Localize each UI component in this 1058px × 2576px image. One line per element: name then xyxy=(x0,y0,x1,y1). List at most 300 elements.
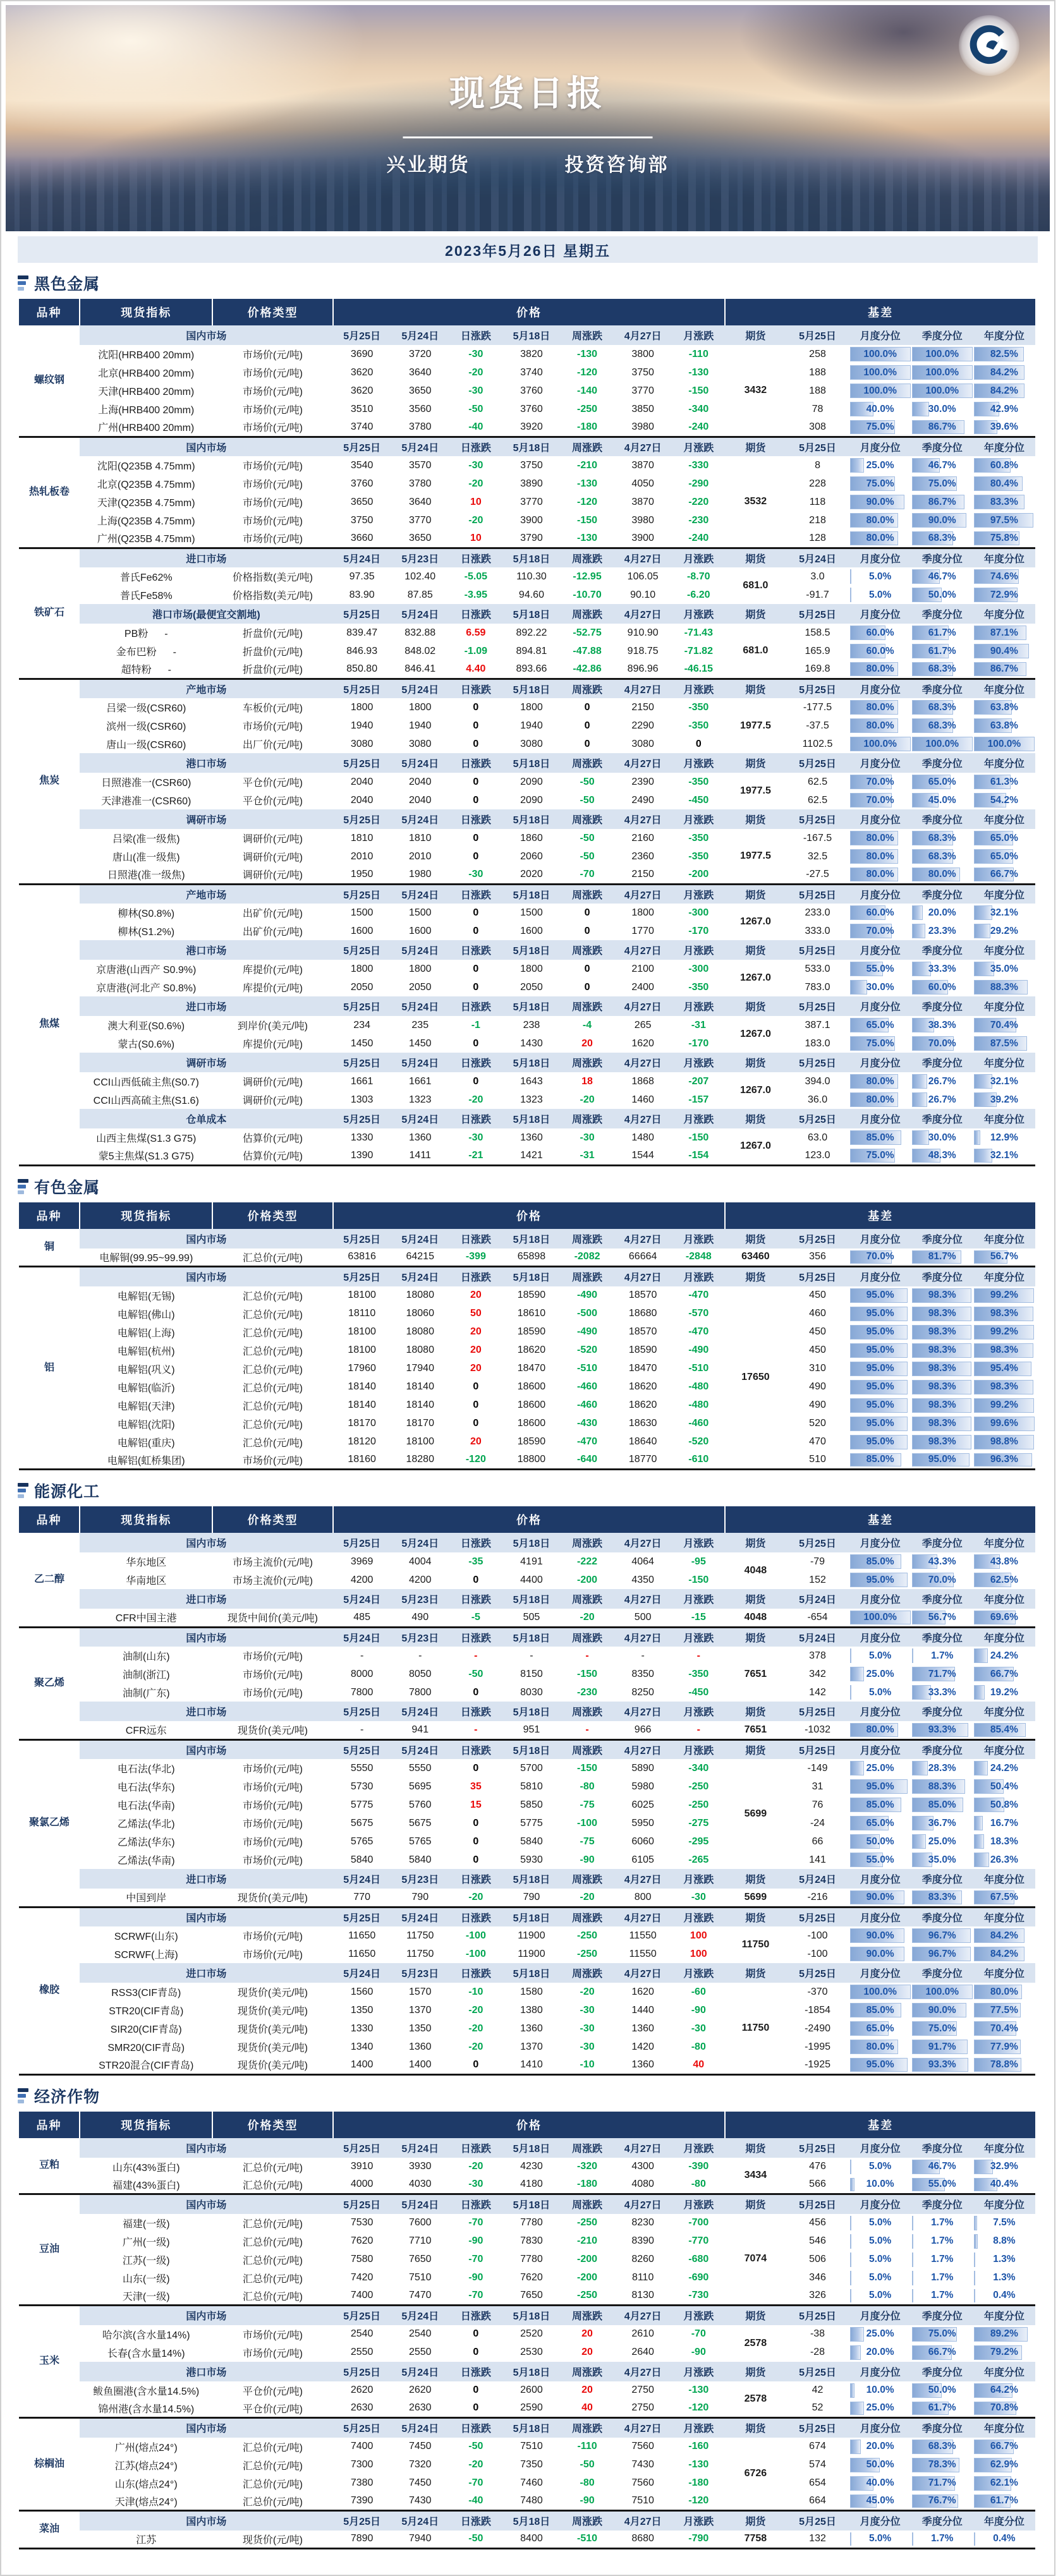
change-cell: -50 xyxy=(449,1665,502,1683)
change-cell: 0 xyxy=(561,717,614,735)
price-cell: 4200 xyxy=(391,1571,449,1589)
change-cell: -30 xyxy=(449,345,502,363)
table-row xyxy=(19,1415,1035,1433)
change-cell: 0 xyxy=(449,791,502,809)
table-row xyxy=(19,2251,1035,2269)
price-cell: 800 xyxy=(614,1889,672,1907)
indicator-cell xyxy=(80,1128,212,1147)
change-cell: -480 xyxy=(672,1378,725,1396)
percentile-cell xyxy=(973,2456,1035,2474)
percentile-value: 77.9% xyxy=(990,2041,1018,2052)
percentile-bar xyxy=(850,2160,852,2174)
percentile-value: 100.0% xyxy=(925,1986,959,1997)
subheader-col-label: 月涨跌 xyxy=(672,940,725,960)
percentile-cell xyxy=(849,2232,911,2251)
percentile-value: 61.7% xyxy=(990,2495,1018,2506)
price-cell: 8030 xyxy=(502,1683,561,1702)
percentile-cell xyxy=(911,2287,973,2306)
price-type-cell: 市场价(元/吨) xyxy=(212,1759,332,1777)
price-type-cell: 出矿价(元/吨) xyxy=(212,922,332,940)
indicator-cell xyxy=(80,2343,212,2362)
price-type-cell: 市场价(元/吨) xyxy=(212,2343,332,2362)
percentile-value: 26.7% xyxy=(928,1094,956,1105)
price-cell: 3969 xyxy=(333,1552,391,1571)
percentile-cell xyxy=(911,2531,973,2549)
subheader-col-label: 季度分位 xyxy=(911,437,973,456)
change-cell: 0 xyxy=(449,1415,502,1433)
indicator-cell xyxy=(80,1396,212,1415)
price-cell: 1500 xyxy=(502,904,561,922)
price-cell: 850.80 xyxy=(333,660,391,679)
subheader-col-label: 年度分位 xyxy=(973,1589,1035,1609)
subheader-col-label: 4月27日 xyxy=(614,753,672,773)
table-row xyxy=(19,1889,1035,1907)
indicator-name: 金布巴粉 xyxy=(116,647,157,658)
percentile-value: 96.7% xyxy=(928,1930,956,1941)
change-cell: -4 xyxy=(561,1016,614,1034)
basis-cell: 510 xyxy=(786,1451,849,1470)
change-cell: -200 xyxy=(561,2269,614,2287)
change-cell: -46.15 xyxy=(672,660,725,679)
subheader-col-label: 季度分位 xyxy=(911,679,973,698)
percentile-value: 20.0% xyxy=(928,907,956,918)
percentile-cell xyxy=(849,922,911,940)
price-cell: 3900 xyxy=(502,511,561,529)
percentile-value: 100.0% xyxy=(863,385,897,396)
subheader-col-label: 5月25日 xyxy=(786,437,849,456)
price-type-cell: 库提价(元/吨) xyxy=(212,1034,332,1053)
subheader-col-label: 5月24日 xyxy=(391,2306,449,2325)
percentile-value: 8.8% xyxy=(993,2235,1016,2246)
percentile-cell xyxy=(911,1034,973,1053)
subheader-col-label: 5月25日 xyxy=(786,1109,849,1128)
price-cell: 17960 xyxy=(333,1360,391,1378)
basis-cell: 1102.5 xyxy=(786,735,849,753)
percentile-bar xyxy=(974,2271,975,2285)
market-subheader-row xyxy=(19,940,1035,960)
indicator-cell xyxy=(80,511,212,529)
price-cell: 11650 xyxy=(333,1926,391,1945)
price-cell: 1480 xyxy=(614,1128,672,1147)
department-line xyxy=(6,149,1050,177)
price-cell: 2060 xyxy=(502,847,561,866)
percentile-value: 35.0% xyxy=(990,963,1018,974)
percentile-value: 65.0% xyxy=(866,1817,894,1829)
change-cell: -340 xyxy=(672,400,725,418)
percentile-cell xyxy=(973,960,1035,978)
price-cell: 5760 xyxy=(391,1796,449,1814)
table-row xyxy=(19,1147,1035,1165)
price-cell: 2520 xyxy=(502,2325,561,2343)
percentile-value: 70.4% xyxy=(990,1019,1018,1031)
futures-cell: 4048 xyxy=(725,1609,786,1627)
subheader-col-label: 周涨跌 xyxy=(561,604,614,624)
subheader-col-label: 月涨跌 xyxy=(672,437,725,456)
change-cell: 0 xyxy=(561,735,614,753)
percentile-bar xyxy=(912,2271,913,2285)
market-subheader-row xyxy=(19,1053,1035,1072)
price-type-cell: 平仓价(元/吨) xyxy=(212,791,332,809)
percentile-bar xyxy=(912,1834,927,1849)
change-cell: -250 xyxy=(561,2214,614,2232)
basis-cell: 346 xyxy=(786,2269,849,2287)
change-cell: -2082 xyxy=(561,1249,614,1267)
price-cell: 1810 xyxy=(391,829,449,847)
percentile-value: 16.7% xyxy=(990,1817,1018,1829)
percentile-value: 98.3% xyxy=(928,1400,956,1410)
price-type-cell: 汇总价(元/吨) xyxy=(212,1305,332,1323)
subheader-col-label: 月度分位 xyxy=(849,753,911,773)
indicator-name: 福建(43%蛋白) xyxy=(112,2180,180,2191)
percentile-cell xyxy=(849,400,911,418)
price-cell: 18140 xyxy=(391,1378,449,1396)
price-type-cell: 折盘价(元/吨) xyxy=(212,660,332,679)
percentile-value: 42.9% xyxy=(990,403,1018,414)
table-row xyxy=(19,1034,1035,1053)
subheader-col-label: 5月25日 xyxy=(333,884,391,904)
price-type-cell: 市场价(元/吨) xyxy=(212,363,332,382)
price-cell: 2390 xyxy=(614,773,672,791)
price-cell: 1544 xyxy=(614,1147,672,1165)
price-cell: 1560 xyxy=(333,1983,391,2001)
percentile-value: 95.0% xyxy=(866,1400,894,1410)
change-cell: -50 xyxy=(561,773,614,791)
percentile-cell xyxy=(973,2019,1035,2038)
percentile-cell xyxy=(911,1851,973,1869)
subheader-col-label: 4月27日 xyxy=(614,2362,672,2381)
price-cell: 2640 xyxy=(614,2343,672,2362)
percentile-cell xyxy=(973,2493,1035,2511)
indicator-name: 沈阳(Q235B 4.75mm) xyxy=(97,461,195,472)
change-cell: -20 xyxy=(449,363,502,382)
banner-photo xyxy=(6,5,1050,231)
change-cell: -275 xyxy=(672,1814,725,1832)
basis-cell: -38 xyxy=(786,2325,849,2343)
subheader-col-label: 月涨跌 xyxy=(672,2511,725,2531)
price-type-cell: 市场价(元/吨) xyxy=(212,1647,332,1665)
percentile-value: 75.0% xyxy=(928,478,956,489)
basis-cell: 63.0 xyxy=(786,1128,849,1147)
percentile-bar xyxy=(912,2252,913,2267)
percentile-value: 45.0% xyxy=(866,2495,894,2506)
subheader-col-label: 月度分位 xyxy=(849,1702,911,1721)
percentile-cell xyxy=(973,1286,1035,1305)
percentile-cell xyxy=(911,735,973,753)
price-type-cell: 价格指数(美元/吨) xyxy=(212,586,332,604)
price-cell: 5775 xyxy=(333,1796,391,1814)
futures-cell: 11750 xyxy=(725,1926,786,1963)
change-cell: -680 xyxy=(672,2251,725,2269)
percentile-value: 1.7% xyxy=(931,2290,954,2301)
price-cell: 90.10 xyxy=(614,586,672,604)
percentile-bar xyxy=(912,1761,928,1775)
market-label: 国内市场 xyxy=(80,2418,332,2438)
percentile-value: 90.0% xyxy=(866,496,894,507)
percentile-value: 88.3% xyxy=(990,981,1018,993)
percentile-cell xyxy=(911,1249,973,1267)
percentile-bar xyxy=(974,1834,984,1849)
percentile-value: 80.0% xyxy=(866,720,894,731)
price-type-cell: 市场价(元/吨) xyxy=(212,400,332,418)
futures-cell: 2578 xyxy=(725,2381,786,2418)
price-cell: 3780 xyxy=(391,475,449,493)
percentile-cell xyxy=(973,829,1035,847)
price-cell: 790 xyxy=(502,1889,561,1907)
table-row xyxy=(19,418,1035,437)
subheader-col-label: 季度分位 xyxy=(911,548,973,567)
price-cell: 3740 xyxy=(502,363,561,382)
subheader-col-label: 5月25日 xyxy=(333,1907,391,1926)
change-cell: -790 xyxy=(672,2531,725,2549)
basis-cell: 141 xyxy=(786,1851,849,1869)
subheader-col-label: 年度分位 xyxy=(973,437,1035,456)
price-cell: 18140 xyxy=(333,1396,391,1415)
percentile-cell xyxy=(911,1832,973,1851)
subheader-col-label: 月度分位 xyxy=(849,2511,911,2531)
percentile-value: 84.2% xyxy=(990,1930,1018,1941)
market-label: 进口市场 xyxy=(80,1702,332,1721)
table-row xyxy=(19,567,1035,586)
basis-cell: 31 xyxy=(786,1777,849,1796)
subheader-col-label: 季度分位 xyxy=(911,1627,973,1647)
percentile-value: 80.0% xyxy=(928,868,956,880)
percentile-cell xyxy=(849,1851,911,1869)
percentile-cell xyxy=(849,2251,911,2269)
subheader-col-label: 月度分位 xyxy=(849,809,911,829)
percentile-cell xyxy=(973,698,1035,717)
price-cell: 11550 xyxy=(614,1945,672,1963)
indicator-cell xyxy=(80,1072,212,1091)
percentile-value: 82.5% xyxy=(990,348,1018,360)
indicator-cell xyxy=(80,2400,212,2418)
price-cell: 3650 xyxy=(391,529,449,548)
variety-cell: 热轧板卷 xyxy=(19,437,80,548)
percentile-bar xyxy=(850,980,867,995)
indicator-cell xyxy=(80,1286,212,1305)
percentile-value: 26.3% xyxy=(990,1854,1018,1865)
subheader-col-label: 5月23日 xyxy=(391,1869,449,1889)
percentile-bar xyxy=(850,2289,852,2303)
change-cell: -180 xyxy=(561,2176,614,2194)
indicator-name: 上海(Q235B 4.75mm) xyxy=(97,516,195,527)
price-cell: 3800 xyxy=(614,345,672,363)
indicator-name: 柳林(S0.8%) xyxy=(118,909,175,919)
basis-cell: 66 xyxy=(786,1832,849,1851)
change-cell: -490 xyxy=(561,1323,614,1341)
change-cell: -450 xyxy=(672,791,725,809)
indicator-cell xyxy=(80,2056,212,2074)
price-cell: 3980 xyxy=(614,418,672,437)
percentile-bar xyxy=(850,2271,852,2285)
table-row xyxy=(19,2400,1035,2418)
futures-cell: 1267.0 xyxy=(725,1016,786,1053)
indicator-cell xyxy=(80,1926,212,1945)
change-cell: -200 xyxy=(561,2251,614,2269)
indicator-cell xyxy=(80,1665,212,1683)
price-cell: 3870 xyxy=(614,456,672,475)
change-cell: -690 xyxy=(672,2269,725,2287)
percentile-bar xyxy=(912,2216,913,2230)
percentile-cell xyxy=(973,2158,1035,2176)
percentile-cell xyxy=(911,1945,973,1963)
subheader-col-label: 4月27日 xyxy=(614,1589,672,1609)
subheader-col-label: 5月25日 xyxy=(333,2362,391,2381)
price-cell: 18100 xyxy=(333,1286,391,1305)
change-cell: -20 xyxy=(449,511,502,529)
percentile-value: 75.0% xyxy=(928,2328,956,2339)
basis-cell: 158.5 xyxy=(786,624,849,642)
indicator-cell xyxy=(80,904,212,922)
subheader-col-label: 月涨跌 xyxy=(672,1869,725,1889)
change-cell: -90 xyxy=(672,2343,725,2362)
price-type-cell: 现货价(美元/吨) xyxy=(212,2001,332,2019)
indicator-name: 华东地区 xyxy=(126,1557,167,1568)
subheader-col-label: 4月27日 xyxy=(614,2306,672,2325)
market-label: 进口市场 xyxy=(80,1589,332,1609)
change-cell: 0 xyxy=(561,904,614,922)
percentile-bar xyxy=(850,2440,861,2454)
percentile-value: 1.7% xyxy=(931,2533,954,2544)
indicator-cell xyxy=(80,1777,212,1796)
change-cell: 20 xyxy=(561,2325,614,2343)
change-cell: -200 xyxy=(672,866,725,884)
subheader-col-label: 5月24日 xyxy=(786,548,849,567)
indicator-name: 日照港准一(CSR60) xyxy=(101,778,192,789)
price-type-cell: 市场主流价(元/吨) xyxy=(212,1571,332,1589)
price-cell: 2090 xyxy=(502,773,561,791)
price-cell: 3560 xyxy=(391,400,449,418)
price-type-cell: 市场价(元/吨) xyxy=(212,418,332,437)
subheader-col-label: 5月23日 xyxy=(391,548,449,567)
market-label: 国内市场 xyxy=(80,2511,332,2531)
table-row xyxy=(19,1983,1035,2001)
price-cell: 11750 xyxy=(391,1926,449,1945)
price-cell: 7800 xyxy=(333,1683,391,1702)
basis-cell: -1995 xyxy=(786,2038,849,2056)
percentile-cell xyxy=(911,1609,973,1627)
basis-cell: 378 xyxy=(786,1647,849,1665)
price-cell: 8000 xyxy=(333,1665,391,1683)
price-cell: 18640 xyxy=(614,1433,672,1451)
market-label: 国内市场 xyxy=(80,325,332,345)
indicator-cell xyxy=(80,382,212,400)
col-price-group-header: 价格 xyxy=(333,1506,726,1533)
subheader-col-label: 期货 xyxy=(725,1533,786,1552)
change-cell: -160 xyxy=(672,2438,725,2456)
change-cell: 15 xyxy=(449,1796,502,1814)
change-cell: -30 xyxy=(561,1128,614,1147)
percentile-value: 77.5% xyxy=(990,2004,1018,2016)
price-cell: 5730 xyxy=(333,1777,391,1796)
subheader-col-label: 5月24日 xyxy=(391,1907,449,1926)
price-cell: 2040 xyxy=(333,773,391,791)
subheader-col-label: 5月25日 xyxy=(333,604,391,624)
change-cell: -110 xyxy=(672,345,725,363)
market-label: 产地市场 xyxy=(80,884,332,904)
percentile-value: 75.0% xyxy=(866,421,894,432)
percentile-value: 61.3% xyxy=(990,776,1018,787)
percentile-value: 5.0% xyxy=(868,2272,892,2283)
percentile-cell xyxy=(973,2269,1035,2287)
futures-cell: 681.0 xyxy=(725,624,786,679)
percentile-cell xyxy=(911,1396,973,1415)
bullet-bar xyxy=(18,2100,24,2103)
percentile-value: 95.0% xyxy=(866,1345,894,1355)
percentile-value: 95.0% xyxy=(866,1574,894,1585)
change-cell: - xyxy=(672,1647,725,1665)
subheader-col-label: 5月25日 xyxy=(786,2306,849,2325)
indicator-name: 福建(一级) xyxy=(122,2218,170,2230)
price-cell: 896.96 xyxy=(614,660,672,679)
bullet-bar xyxy=(18,1185,26,1188)
percentile-cell xyxy=(973,567,1035,586)
price-cell: 87.85 xyxy=(391,586,449,604)
percentile-cell xyxy=(973,2400,1035,2418)
percentile-cell xyxy=(849,1091,911,1109)
percentile-cell xyxy=(911,1814,973,1832)
subheader-col-label: 季度分位 xyxy=(911,884,973,904)
subheader-col-label: 月度分位 xyxy=(849,1907,911,1926)
market-subheader-row xyxy=(19,2362,1035,2381)
section-bullet-icon xyxy=(18,1179,28,1194)
indicator-name: PB粉 xyxy=(124,629,149,639)
percentile-cell xyxy=(911,2176,973,2194)
price-cell: 7450 xyxy=(391,2474,449,2493)
market-subheader-row xyxy=(19,996,1035,1016)
percentile-cell xyxy=(911,1415,973,1433)
change-cell: 20 xyxy=(561,2343,614,2362)
bullet-bar xyxy=(18,1489,26,1492)
price-type-cell: 平仓价(元/吨) xyxy=(212,773,332,791)
price-cell: 18600 xyxy=(502,1415,561,1433)
change-cell: -300 xyxy=(672,960,725,978)
price-cell: 7650 xyxy=(391,2251,449,2269)
price-type-cell: 价格指数(美元/吨) xyxy=(212,567,332,586)
subheader-col-label: 5月25日 xyxy=(786,1053,849,1072)
indicator-cell xyxy=(80,717,212,735)
percentile-bar xyxy=(974,905,993,920)
price-cell: 8230 xyxy=(614,2214,672,2232)
basis-cell: -216 xyxy=(786,1889,849,1907)
basis-cell: 450 xyxy=(786,1323,849,1341)
price-cell: 4300 xyxy=(614,2158,672,2176)
section-title-label: 能源化工 xyxy=(34,1483,100,1501)
price-cell: 66664 xyxy=(614,1249,672,1267)
table-row xyxy=(19,978,1035,996)
percentile-cell xyxy=(973,735,1035,753)
price-cell: 1940 xyxy=(391,717,449,735)
subheader-col-label: 5月18日 xyxy=(502,2418,561,2438)
subheader-col-label: 月涨跌 xyxy=(672,2138,725,2158)
percentile-value: 12.9% xyxy=(990,1132,1018,1143)
price-cell: 1360 xyxy=(614,2019,672,2038)
change-cell: -350 xyxy=(672,1665,725,1683)
price-cell: 4064 xyxy=(614,1552,672,1571)
percentile-value: 98.3% xyxy=(928,1326,956,1337)
price-cell: 1370 xyxy=(502,2038,561,2056)
price-cell: 5950 xyxy=(614,1814,672,1832)
basis-cell: 456 xyxy=(786,2214,849,2232)
price-cell: 18800 xyxy=(502,1451,561,1470)
change-cell: 20 xyxy=(449,1323,502,1341)
col-indicator-header: 现货指标 xyxy=(80,1202,212,1229)
percentile-value: 98.3% xyxy=(928,1418,956,1429)
percentile-bar xyxy=(974,1685,985,1700)
subheader-col-label: 周涨跌 xyxy=(561,437,614,456)
percentile-cell xyxy=(849,1945,911,1963)
percentile-cell xyxy=(911,1286,973,1305)
variety-cell: 菜油 xyxy=(19,2511,80,2549)
